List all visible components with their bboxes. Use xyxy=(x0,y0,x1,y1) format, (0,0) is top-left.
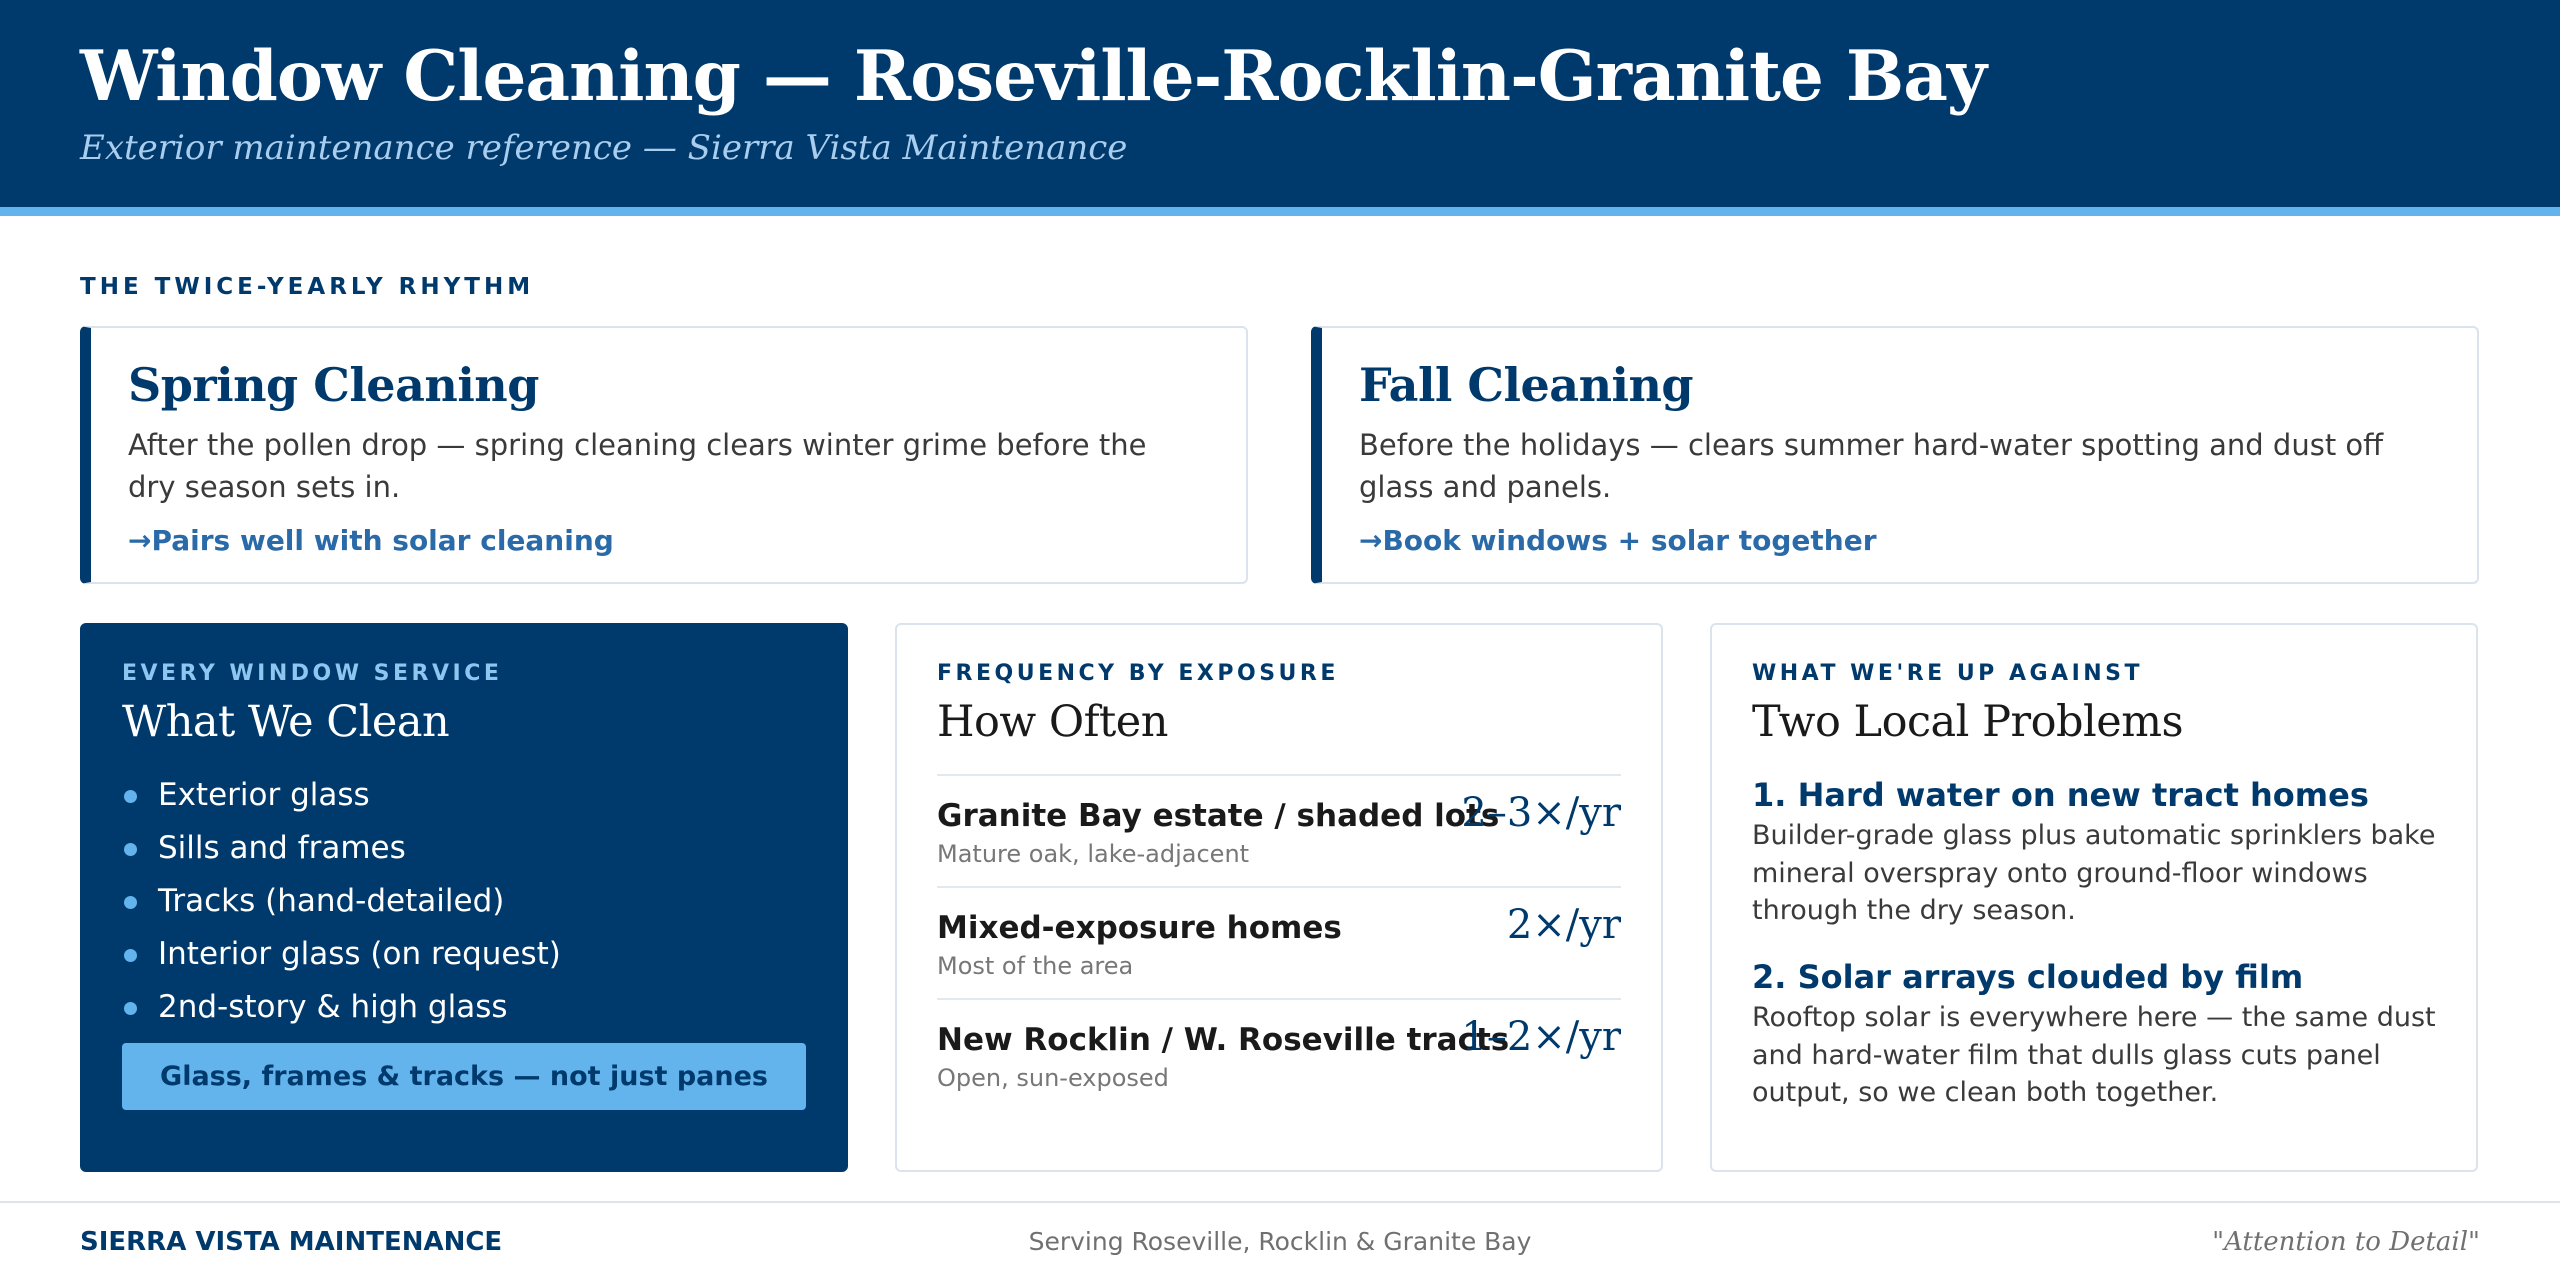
problem-heading: 1. Hard water on new tract homes xyxy=(1752,776,2369,814)
fall-cleaning-card xyxy=(1311,326,2479,584)
page-header xyxy=(0,0,2560,216)
page-footer xyxy=(0,1201,2560,1280)
frequency-row xyxy=(937,774,1621,888)
clean-items-list xyxy=(122,769,561,1034)
list-item: Interior glass (on request) xyxy=(122,928,561,981)
how-often-title: How Often xyxy=(937,697,1168,747)
section-label-rhythm: THE TWICE-YEARLY RHYTHM xyxy=(80,274,535,300)
frequency-rate: 2×/yr xyxy=(1506,902,1621,948)
how-often-card xyxy=(895,623,1663,1172)
problem-item xyxy=(1752,955,2442,1112)
local-problems-eyebrow: WHAT WE'RE UP AGAINST xyxy=(1752,661,2144,686)
spring-cleaning-card xyxy=(80,326,1248,584)
page-title: Window Cleaning — Roseville-Rocklin-Granite Bay xyxy=(80,36,1986,117)
problem-item xyxy=(1752,773,2442,930)
frequency-row xyxy=(937,998,1621,1112)
how-often-eyebrow: FREQUENCY BY EXPOSURE xyxy=(937,661,1339,686)
fall-cleaning-text: Before the holidays — clears summer hard-water spotting and dust off glass and panels. xyxy=(1359,428,2384,504)
frequency-row xyxy=(937,886,1621,1000)
list-item: 2nd-story & high glass xyxy=(122,981,561,1034)
frequency-rate: 1–2×/yr xyxy=(1461,1014,1621,1060)
what-we-clean-eyebrow: EVERY WINDOW SERVICE xyxy=(122,661,503,686)
local-problems-card xyxy=(1710,623,2478,1172)
frequency-note: Mature oak, lake-adjacent xyxy=(937,840,1250,868)
glass-frames-tracks-banner: Glass, frames & tracks — not just panes xyxy=(122,1043,806,1110)
page-subtitle: Exterior maintenance reference — Sierra Vista Maintenance xyxy=(80,128,1128,168)
spring-cleaning-title: Spring Cleaning xyxy=(128,358,539,412)
frequency-place: Granite Bay estate / shaded lots xyxy=(937,798,1500,834)
problem-text: Builder-grade glass plus automatic sprinklers bake mineral overspray onto ground-floor windows through the dry season. xyxy=(1752,820,2436,926)
what-we-clean-card xyxy=(80,623,848,1172)
book-windows-solar-link[interactable]: →Book windows + solar together xyxy=(1359,524,1877,557)
fall-cleaning-title: Fall Cleaning xyxy=(1359,358,1694,412)
problem-heading: 2. Solar arrays clouded by film xyxy=(1752,958,2304,996)
local-problems-title: Two Local Problems xyxy=(1752,697,2184,747)
footer-brand: SIERRA VISTA MAINTENANCE xyxy=(80,1227,503,1257)
frequency-place: New Rocklin / W. Roseville tracts xyxy=(937,1022,1510,1058)
frequency-place: Mixed-exposure homes xyxy=(937,910,1342,946)
spring-cleaning-text: After the pollen drop — spring cleaning clears winter grime before the dry season sets in. xyxy=(128,428,1147,504)
what-we-clean-title: What We Clean xyxy=(122,697,450,747)
list-item: Tracks (hand-detailed) xyxy=(122,875,561,928)
list-item: Sills and frames xyxy=(122,822,561,875)
frequency-note: Open, sun-exposed xyxy=(937,1064,1169,1092)
solar-cleaning-link[interactable]: →Pairs well with solar cleaning xyxy=(128,524,614,557)
list-item: Exterior glass xyxy=(122,769,561,822)
frequency-rate: 2–3×/yr xyxy=(1461,790,1621,836)
problem-text: Rooftop solar is everywhere here — the same dust and hard-water film that dulls glass cuts panel output, so we clean both together. xyxy=(1752,1002,2436,1108)
footer-service-area: Serving Roseville, Rocklin & Granite Bay xyxy=(1028,1227,1532,1256)
frequency-note: Most of the area xyxy=(937,952,1134,980)
footer-tagline: "Attention to Detail" xyxy=(2212,1227,2480,1257)
